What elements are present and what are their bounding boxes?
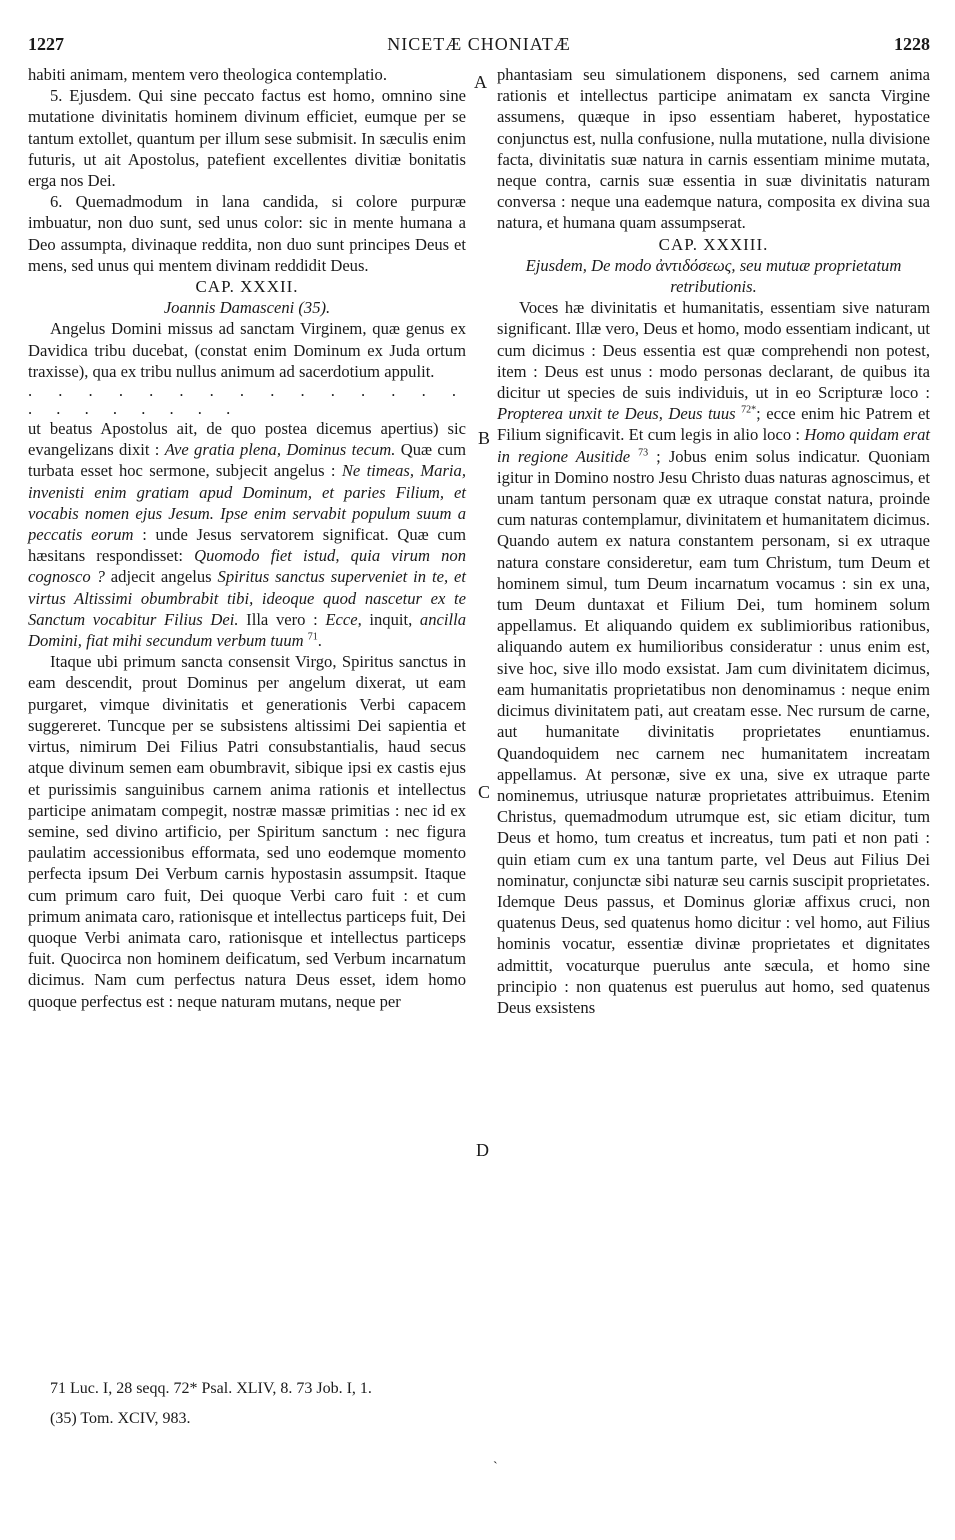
paragraph: Angelus Domini missus ad sanctam Virginem, quæ genus ex Davidica tribu ducebat, (constat enim Dominum ex Juda ortum traxisse), qua ex tribu nullus animum ad sacerdotium appulit. [28,319,466,381]
right-column [497,64,930,1018]
footnote-ref: 71 [307,631,318,643]
paragraph: 5. Ejusdem. Qui sine peccato factus est homo, omnino sine mutatione divinitatis hominem divinum efficiet, eumque per se tantum extollet, quantum per illum sese submisit. In sæculis enim futuris, ut ait Apostolus, patefient excellentes divitiæ bonitatis erga nos Dei. [28,86,466,191]
chapter-subtitle: Ejusdem, De modo ἀντιδόσεως, seu mutuæ proprietatum retributionis. [525,255,902,297]
chapter-heading: CAP. XXXII. [195,277,299,297]
paragraph: habiti animam, mentem vero theologica contemplatio. [28,65,387,84]
running-title: NICETÆ CHONIATÆ [387,34,571,54]
chapter-heading: CAP. XXXIII. [658,234,769,254]
paragraph: phantasiam seu simulationem disponens, sed carnem anima rationis et intellectus participe animatam ex sancta Virgine assumens, quæque in ipso essentiam haberet, hypostatice conjunctus est, nulla confusione, nulla mutatione, nulla divisione facta, divinitatis suæ natura in carnis essentiam minime mutata, neque contra, carnis suæ essentia in suæ divinitatis naturam conversa : neque una eademque natura, composita ex divina sua natura, et humana quam assumpserat. [497,65,930,233]
margin-letter: B [478,428,491,448]
margin-letter: A [474,72,487,92]
left-column [28,64,466,1012]
paragraph: ut beatus Apostolus ait, de quo postea dicemus apertius) sic evangelizans dixit : Ave gratia plena, Dominus tecum. Quæ cum turbata esset hoc sermone, subjecit angelus : Ne timeas, Maria, invenisti enim gratiam apud Dominum, et paries Filium, et vocabis nomen ejus Jesum. Ipse enim servabit populum suum a peccatis eorum : unde Jesus servatorem significat. Quæ cum hæsitans respondisset: Quomodo fiet istud, quia virum non cognosco ? adjecit angelus Spiritus sanctus superveniet in te, et virtus Altissimi obumbrabit tibi, ideoque quod nascetur ex te Sanctum vocabitur Filius Dei. Illa vero : Ecce, inquit, ancilla Domini, fiat mihi secundum verbum tuum $^{71}$. [28,419,467,651]
paragraph: 6. Quemadmodum in lana candida, si colore purpuræ imbuatur, non duo sunt, sed unus color: sic in mente humana a Deo assumpta, divinaque reddita, non duo sunt principes Deus et mens, sed unus qui mentem divinam reddidit Deus. [28,192,466,275]
chapter-subtitle: Joannis Damasceni (35). [163,298,331,318]
margin-letter: D [476,1140,489,1160]
page-number-right: 1228 [894,34,930,54]
footnote-source: (35) Tom. XCIV, 983. [50,1410,191,1427]
stray-mark: ` [493,1460,498,1475]
margin-letter: C [478,782,491,802]
footnote-ref: 72* [741,404,757,416]
omission-dots: . . . . . . . . . . . . . . . . . . . . . . . [28,381,466,419]
page-header [28,34,930,62]
paragraph: Voces hæ divinitatis et humanitatis, essentiam sive naturam significant. Illæ vero, Deus et homo, modo essentiam indicant, ut cum dicimus : Deus essentia est quæ comprehendi non potest, item : Deus est unus : modo personas declarant, de quibus ita dicitur ut species de suis individuis, ut in eo Scripturæ loco : Propterea unxit te Deus, Deus tuus $^{72*}$; ecce enim hic Patrem et Filium significavit. Et cum legis in alio loco : Homo quidam erat in regione Ausitide $^{73}$ ; Jobus enim solus indicatur. Quoniam igitur in Domino nostro Jesu Christo duas naturas agnoscimus, et unam tantum personam quæ ex utraque constat natura, proinde cum naturas contemplamur, divinitatem et humanitatem dicimus. Quando autem ex natura constantem personam, si ex utraque natura constare consideretur, eam tum Christum, tum Deum et hominem simul, tum Deum incarnatum vocamus : sin ex una, tum Deum duntaxat et Filium Dei, tum hominem solum appellamus. Et aliquando quidem ex sublimioribus rationibus, aliquando autem ex humilioribus consideratur : unus enim est, sive hoc, sive illo modo exsistat. Jam cum divinitatem dicimus, eam humanitatis proprietatibus non denominamus : neque enim dicimus divinitatem pati, aut creatam esse. Nec rursum de carne, aut humanitate divinitatis proprietates enuntiamus. Quandoquidem nec carnem nec humanitatem increatam appellamus. At personæ, sive ex una, sive ex utraque parte nominemus, utriusque naturæ proprietates attribuimus. Etenim Christus, quemadmodum utrumque est, sic etiam dicitur, tum Deus et homo, tum creatus et increatus, tum pati et non pati : quin etiam cum ex una tantum parte, vel Deus aut Filius Dei nominatur, conjunctæ sibi naturæ seu carnis suscipit proprietates. Idemque Deus passus, et Dominus gloriæ affixus cruci, non quatenus Deus, sed quatenus homo dicitur : vel homo, aut Filius hominis vocatur, essentiæ divinæ proprietates et dignitates admittit, vocaturque puerulus ante sæcula, et homo sine principio : non quatenus est puerulus aut homo, sed quatenus Deus exsistens [497,298,931,1017]
page-number-left: 1227 [28,34,64,54]
footnotes: 71 Luc. I, 28 seqq. 72* Psal. XLIV, 8. 73 Job. I, 1. [50,1380,372,1397]
footnote-ref: 73 [638,447,649,459]
paragraph: Itaque ubi primum sancta consensit Virgo, Spiritus sanctus in eam descendit, prout Dominus per angelum dixerat, ut eam purgaret, vimque divinitatis et generationis Verbi capacem suggereret. Tuncque per se subsistens altissimi Dei sapientia et virtus, nimirum Dei Filius Patri consubstantialis, haud secus atque divinum semen eam obumbravit, sibique ipsi ex castis ejus et purissimis sanguinibus carnem anima rationis et intellectus participe animatam compegit, nostræ massæ primitias : nec id ex semine, sed divino artificio, per Spiritum sanctum : nec figura paulatim accessionibus efformata, sed uno eodemque momento perfecta ipsum Dei Verbum carnis hypostasin assumpsit. Itaque cum primum caro fuit, Dei quoque Verbi caro fuit : et cum primum animata caro, rationisque et intellectus particeps fuit, Dei quoque Verbi animata caro, rationisque et intellectus particeps fuit. Quocirca non hominem deificatum, sed Verbum incarnatum dicimus. Nam cum perfectus natura Deus esset, idem homo quoque perfectus est : neque naturam mutans, neque per [28,652,466,1011]
